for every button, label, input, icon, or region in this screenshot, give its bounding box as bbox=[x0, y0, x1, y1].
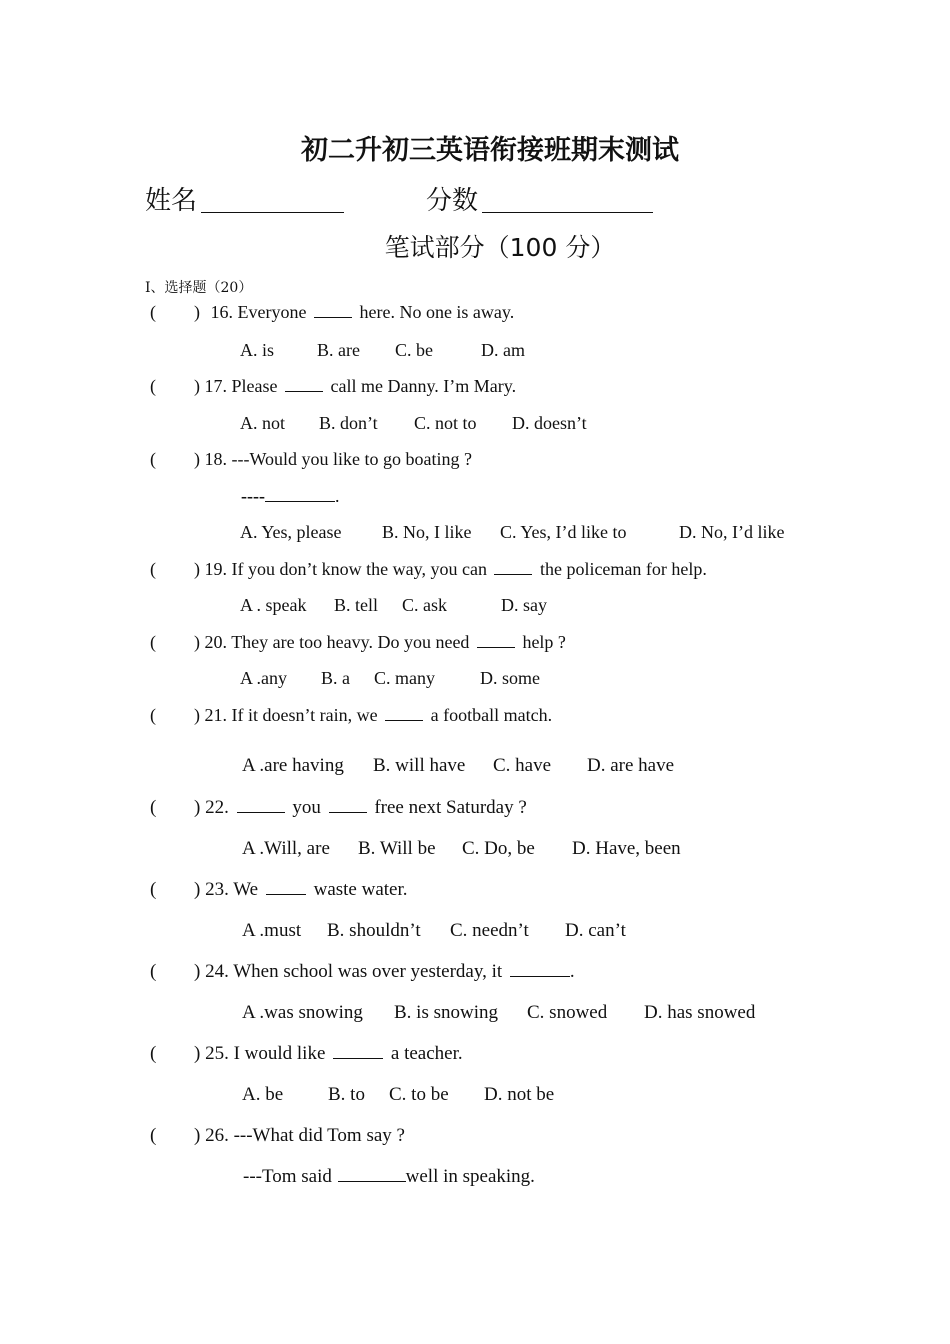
option: B. are bbox=[317, 340, 360, 360]
option: B. to bbox=[328, 1084, 365, 1105]
reply-prefix: ---- bbox=[241, 486, 265, 506]
answer-paren[interactable]: ( bbox=[150, 797, 157, 818]
question-text: here. No one is away. bbox=[359, 302, 515, 322]
option: C. to be bbox=[389, 1084, 449, 1105]
question-text: ---What did Tom say ? bbox=[233, 1125, 405, 1146]
option: D. not be bbox=[484, 1084, 555, 1105]
reply-text: well in speaking. bbox=[405, 1166, 535, 1187]
question-21: ( ) 21. If it doesn’t rain, we a football match. bbox=[150, 705, 553, 725]
question-number: 22. bbox=[205, 797, 229, 818]
option: C. be bbox=[395, 340, 433, 360]
option: B. a bbox=[321, 668, 350, 688]
score-label: 分数 bbox=[426, 186, 479, 216]
question-number: 26. bbox=[205, 1125, 229, 1146]
question-number: 16. bbox=[210, 302, 233, 322]
question-text: Please bbox=[231, 376, 278, 396]
reply-text: ---Tom said bbox=[243, 1166, 332, 1187]
question-text: free next Saturday ? bbox=[374, 797, 527, 818]
option: D. Have, been bbox=[572, 838, 681, 859]
section-heading: I、选择题（20） bbox=[145, 280, 253, 296]
option: C. many bbox=[374, 668, 435, 688]
question-17: ( ) 17. Please call me Danny. I’m Mary. bbox=[150, 376, 517, 396]
question-number: 23. bbox=[205, 879, 229, 900]
answer-blank bbox=[237, 798, 285, 813]
option: A .are having bbox=[242, 755, 344, 776]
option: B. No, I like bbox=[382, 522, 472, 542]
answer-blank bbox=[385, 706, 423, 721]
option: A .must bbox=[242, 920, 302, 941]
section-subtitle: 笔试部分（100 分） bbox=[384, 233, 616, 262]
answer-paren[interactable]: ( bbox=[150, 705, 156, 725]
answer-blank bbox=[265, 487, 335, 502]
option: B. shouldn’t bbox=[327, 920, 421, 941]
option: C. Yes, I’d like to bbox=[500, 522, 627, 542]
name-label: 姓名 bbox=[145, 186, 198, 216]
option: C. snowed bbox=[527, 1002, 608, 1023]
question-text: a football match. bbox=[430, 705, 553, 725]
answer-paren[interactable]: ( bbox=[150, 879, 157, 900]
question-25: ( ) 25. I would like a teacher. bbox=[150, 1043, 463, 1064]
answer-paren[interactable]: ( bbox=[150, 961, 157, 982]
question-text: We bbox=[233, 879, 259, 900]
question-text: I would like bbox=[233, 1043, 326, 1064]
option: D. some bbox=[480, 668, 540, 688]
option: D. doesn’t bbox=[512, 413, 587, 433]
answer-blank bbox=[333, 1044, 383, 1059]
question-text: a teacher. bbox=[390, 1043, 463, 1064]
question-text: . bbox=[569, 961, 575, 982]
question-text: call me Danny. I’m Mary. bbox=[330, 376, 517, 396]
answer-paren[interactable]: ( bbox=[150, 1125, 157, 1146]
option: C. have bbox=[493, 755, 552, 776]
option: C. Do, be bbox=[462, 838, 535, 859]
option: B. don’t bbox=[319, 413, 378, 433]
option: B. Will be bbox=[358, 838, 436, 859]
answer-blank bbox=[338, 1167, 406, 1182]
question-16: ( ) 16. Everyone here. No one is away. bbox=[150, 302, 515, 322]
question-number: 20. bbox=[204, 632, 227, 652]
option: A. Yes, please bbox=[240, 522, 342, 542]
option: D. say bbox=[501, 595, 547, 615]
option: D. are have bbox=[587, 755, 675, 776]
answer-paren[interactable]: ( bbox=[150, 302, 156, 322]
question-text: If you don’t know the way, you can bbox=[231, 559, 487, 579]
question-text: you bbox=[292, 797, 321, 818]
answer-paren[interactable]: ( bbox=[150, 559, 156, 579]
option: A .was snowing bbox=[242, 1002, 363, 1023]
name-blank[interactable] bbox=[201, 212, 344, 213]
question-text: If it doesn’t rain, we bbox=[231, 705, 378, 725]
question-text: ---Would you like to go boating ? bbox=[231, 449, 473, 469]
question-18: ( ) 18. ---Would you like to go boating ? bbox=[150, 449, 473, 469]
answer-blank bbox=[285, 377, 323, 392]
option: D. am bbox=[481, 340, 525, 360]
option: A . speak bbox=[240, 595, 307, 615]
question-26: ( ) 26. ---What did Tom say ? bbox=[150, 1125, 405, 1146]
option: A. not bbox=[240, 413, 285, 433]
option: D. No, I’d like bbox=[679, 522, 785, 542]
answer-paren[interactable]: ( bbox=[150, 376, 156, 396]
answer-blank bbox=[329, 798, 367, 813]
option: A. be bbox=[242, 1084, 284, 1105]
option: B. will have bbox=[373, 755, 466, 776]
option: D. has snowed bbox=[644, 1002, 756, 1023]
answer-blank bbox=[314, 303, 352, 318]
score-blank[interactable] bbox=[482, 212, 653, 213]
question-text: They are too heavy. Do you need bbox=[231, 632, 470, 652]
option: D. can’t bbox=[565, 920, 626, 941]
question-text: help ? bbox=[522, 632, 566, 652]
reply-26 bbox=[243, 1166, 535, 1188]
answer-paren[interactable]: ( bbox=[150, 1043, 157, 1064]
question-text: When school was over yesterday, it bbox=[233, 961, 503, 982]
answer-blank bbox=[266, 880, 306, 895]
question-number: 21. bbox=[204, 705, 227, 725]
question-19: ( ) 19. If you don’t know the way, you can the policeman for help. bbox=[150, 559, 707, 579]
question-number: 18. bbox=[204, 449, 227, 469]
answer-paren[interactable]: ( bbox=[150, 449, 156, 469]
answer-blank bbox=[494, 560, 532, 575]
option: B. tell bbox=[334, 595, 378, 615]
option: C. ask bbox=[402, 595, 447, 615]
option: C. needn’t bbox=[450, 920, 529, 941]
option: A .any bbox=[240, 668, 287, 688]
question-number: 25. bbox=[205, 1043, 229, 1064]
question-22: ( ) 22. you free next Saturday ? bbox=[150, 797, 527, 818]
question-text: Everyone bbox=[237, 302, 307, 322]
option: B. is snowing bbox=[394, 1002, 498, 1023]
answer-blank bbox=[477, 633, 515, 648]
answer-blank bbox=[510, 962, 570, 977]
reply-18: ---- . bbox=[241, 486, 340, 506]
option: C. not to bbox=[414, 413, 477, 433]
question-number: 19. bbox=[204, 559, 227, 579]
page-title: 初二升初三英语衔接班期末测试 bbox=[301, 135, 679, 166]
option: A .Will, are bbox=[242, 838, 330, 859]
question-number: 24. bbox=[205, 961, 229, 982]
question-number: 17. bbox=[204, 376, 227, 396]
question-text: the policeman for help. bbox=[539, 559, 707, 579]
option: A. is bbox=[240, 340, 275, 360]
question-23: ( ) 23. We waste water. bbox=[150, 879, 408, 900]
answer-paren[interactable]: ( bbox=[150, 632, 156, 652]
question-24: ( ) 24. When school was over yesterday, it . bbox=[150, 961, 575, 982]
question-20: ( ) 20. They are too heavy. Do you need help ? bbox=[150, 632, 566, 652]
question-text: waste water. bbox=[313, 879, 408, 900]
